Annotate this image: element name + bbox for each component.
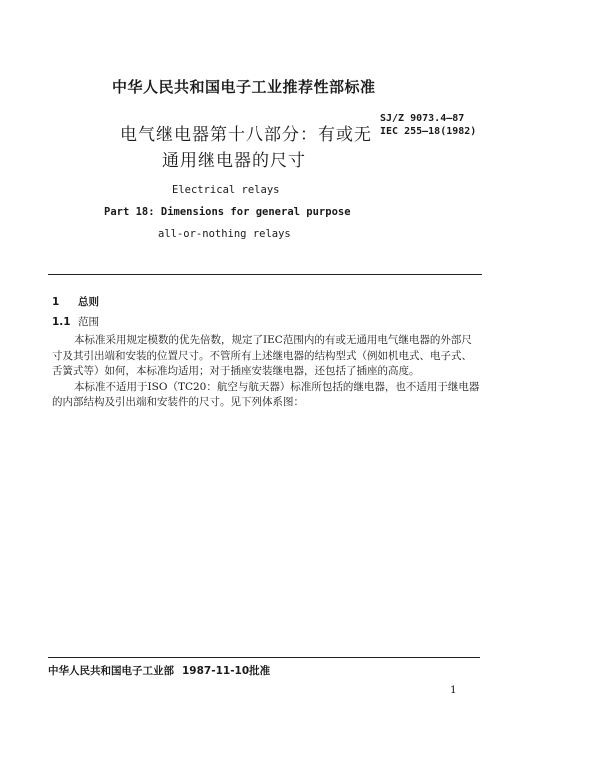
paragraph-2-line-1: 本标准不适用于ISO（TC20：航空与航天器）标准所包括的继电器，也不适用于继电器 xyxy=(74,380,480,393)
body-text xyxy=(52,333,492,411)
document-title-line-1: 电气继电器第十八部分：有或无 xyxy=(120,125,372,145)
footer-date: 1987-11-10批准 xyxy=(182,665,271,677)
section-title: 范围 xyxy=(78,316,99,328)
footer-approval xyxy=(48,663,270,678)
paragraph-2-line-2: 的内部结构及引出端和安装件的尺寸。见下列体系图： xyxy=(52,396,304,409)
footer-approver: 中华人民共和国电子工业部 xyxy=(48,665,174,677)
section-title: 总则 xyxy=(78,296,99,308)
page-number: 1 xyxy=(450,684,457,696)
english-title-line-1: Electrical relays xyxy=(172,184,280,196)
footer-divider xyxy=(48,657,480,658)
paragraph-1-line-2: 寸及其引出端和安装的位置尺寸。不管所有上述继电器的结构型式（例如机电式、电子式、 xyxy=(52,349,472,362)
standard-code xyxy=(380,112,476,138)
section-number: 1.1 xyxy=(52,316,71,328)
header-title: 中华人民共和国电子工业推荐性部标准 xyxy=(112,78,376,96)
standard-code-iec: IEC 255—18(1982) xyxy=(380,126,477,137)
paragraph-1-line-1: 本标准采用规定模数的优先倍数，规定了IEC范围内的有或无通用电气继电器的外部尺 xyxy=(74,334,472,346)
section-number: 1 xyxy=(52,296,60,308)
document-title-line-2: 通用继电器的尺寸 xyxy=(162,151,306,171)
paragraph-1-line-3: 舌簧式等）如何，本标准均适用；对于插座安装继电器，还包括了插座的高度。 xyxy=(52,365,420,378)
section-heading-1-1 xyxy=(52,314,99,329)
english-title-line-2: Part 18: Dimensions for general purpose xyxy=(104,206,351,218)
standard-code-sj: SJ/Z 9073.4—87 xyxy=(380,113,465,124)
top-divider xyxy=(48,274,482,275)
section-heading-1 xyxy=(52,294,99,309)
english-title-line-3: all-or-nothing relays xyxy=(158,228,291,240)
